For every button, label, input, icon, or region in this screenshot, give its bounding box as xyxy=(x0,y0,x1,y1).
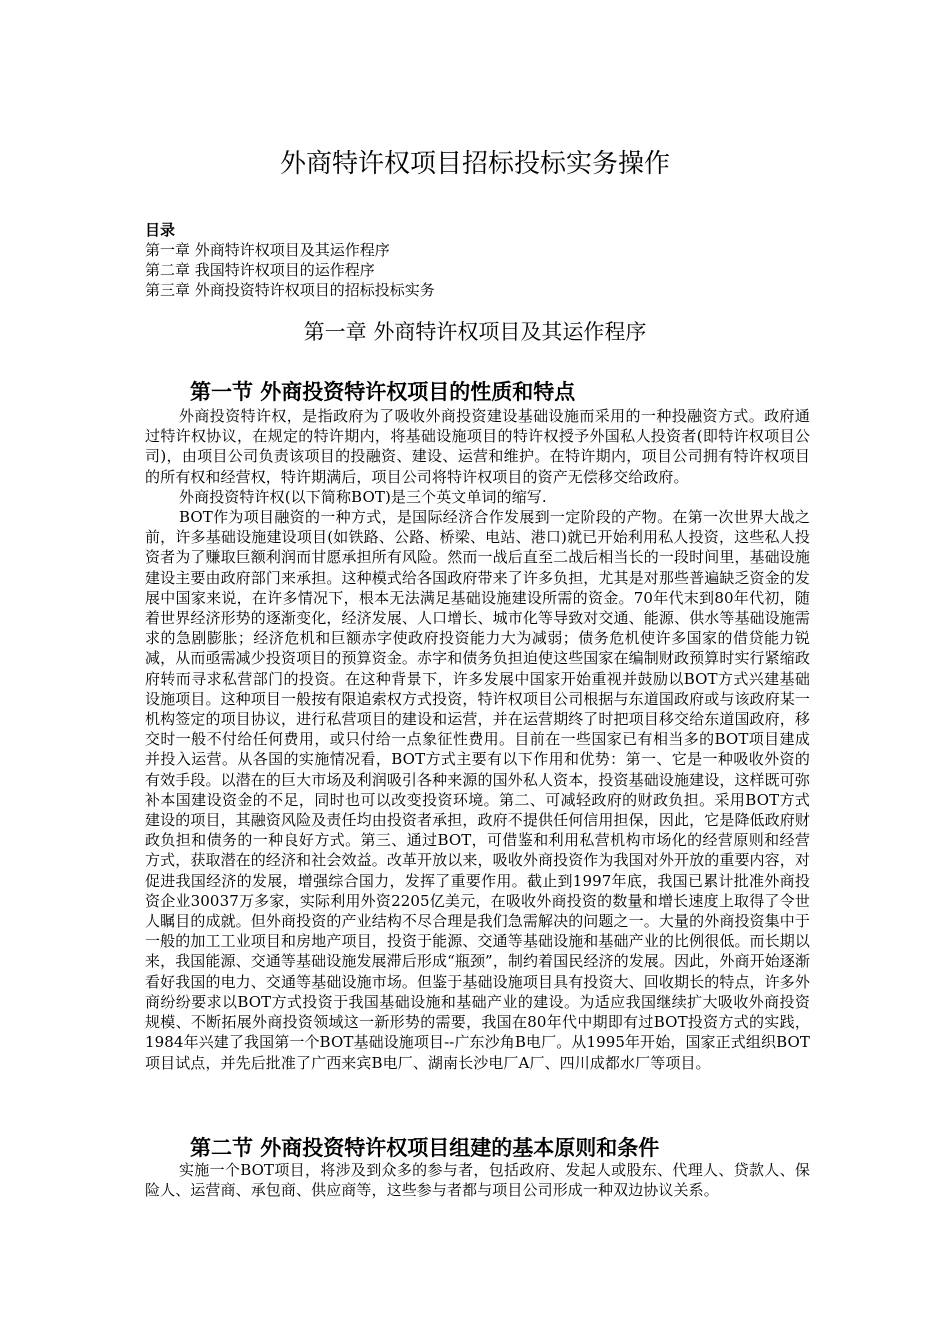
paragraph: 外商投资特许权(以下简称BOT)是三个英文单词的缩写. xyxy=(179,487,547,506)
paragraph: 实施一个BOT项目，将涉及到众多的参与者，包括政府、发起人或股东、代理人、贷款人、保险人、运营商、承包商、供应商等，这些参与者都与项目公司形成一种双边协议关系。 xyxy=(145,1161,810,1200)
paragraph: 外商投资特许权，是指政府为了吸收外商投资建设基础设施而采用的一种投融资方式。政府通过特许权协议，在规定的特许期内，将基础设施项目的特许权授予外国私人投资者(即特许权项目公司)，由项目公司负责该项目的投融资、建设、运营和维护。在特许期内，项目公司拥有特许权项目的所有权和经营权，特许期满后，项目公司将特许权项目的资产无偿移交给政府。 xyxy=(145,407,810,486)
toc-item-chapter-1: 第一章 外商特许权项目及其运作程序 xyxy=(145,241,390,259)
section-1-body xyxy=(145,406,810,1073)
toc-heading: 目录 xyxy=(145,221,176,239)
toc-item-chapter-2: 第二章 我国特许权项目的运作程序 xyxy=(145,261,375,279)
chapter-1-title: 第一章 外商特许权项目及其运作程序 xyxy=(303,320,647,344)
document-title: 外商特许权项目招标投标实务操作 xyxy=(279,149,670,179)
section-2-title: 第二节 外商投资特许权项目组建的基本原则和条件 xyxy=(190,1135,660,1160)
section-1-title: 第一节 外商投资特许权项目的性质和特点 xyxy=(190,379,576,404)
paragraph: BOT作为项目融资的一种方式，是国际经济合作发展到一定阶段的产物。在第一次世界大战之前，许多基础设施建设项目(如铁路、公路、桥梁、电站、港口)就已开始利用私人投资，这些私人投资者为了赚取巨额利润而甘愿承担所有风险。然而一战后直至二战后相当长的一段时间里，基础设施建设主要由政府部门来承担。这种模式给各国政府带来了许多负担，尤其是对那些普遍缺乏资金的发展中国家来说，在许多情况下，根本无法满足基础设施建设所需的资金。70年代末到80年代初，随着世界经济形势的逐渐变化，经济发展、人口增长、城市化等导致对交通、能源、供水等基础设施需求的急剧膨胀；经济危机和巨额赤字使政府投资能力大为减弱；债务危机使许多国家的借贷能力锐减，从而亟需减少投资项目的预算资金。赤字和债务负担迫使这些国家在编制财政预算时实行紧缩政府转而寻求私营部门的投资。在这种背景下，许多发展中国家开始重视并鼓励以BOT方式兴建基础设施项目。这种项目一般按有限追索权方式投资，特许权项目公司根据与东道国政府或与该政府某一机构签定的项目协议，进行私营项目的建设和运营，并在运营期终了时把项目移交给东道国政府，移交时一般不付给任何费用，或只付给一点象征性费用。目前在一些国家已有相当多的BOT项目建成并投入运营。从各国的实施情况看，BOT方式主要有以下作用和优势：第一、它是一种吸收外资的有效手段。以潜在的巨大市场及利润吸引各种来源的国外私人资本，投资基础设施建设，这样既可弥补本国建设资金的不足，同时也可以改变投资环境。第二、可减轻政府的财政负担。采用BOT方式建设的项目，其融资风险及责任均由投资者承担，政府不提供任何信用担保，因此，它是降低政府财政负担和债务的一种良好方式。第三、通过BOT，可借鉴和利用私营机构市场化的经营原则和经营方式，获取潜在的经济和社会效益。改革开放以来，吸收外商投资作为我国对外开放的重要内容，对促进我国经济的发展，增强综合国力，发挥了重要作用。截止到1997年底，我国已累计批准外商投资企业30037万多家，实际利用外资2205亿美元，在吸收外商投资的数量和增长速度上取得了令世人瞩目的成就。但外商投资的产业结构不尽合理是我们急需解决的问题之一。大量的外商投资集中于一般的加工工业项目和房地产项目，投资于能源、交通等基础设施和基础产业的比例很低。而长期以来，我国能源、交通等基础设施发展滞后形成“瓶颈”，制约着国民经济的发展。因此，外商开始逐渐看好我国的电力、交通等基础设施市场。但鉴于基础设施项目具有投资大、回收期长的特点，许多外商纷纷要求以BOT方式投资于我国基础设施和基础产业的建设。为适应我国继续扩大吸收外商投资规模、不断拓展外商投资领域这一新形势的需要，我国在80年代中期即有过BOT投资方式的实践，1984年兴建了我国第一个BOT基础设施项目--广东沙角B电厂。从1995年开始，国家正式组织BOT项目试点，并先后批准了广西来宾B电厂、湖南长沙电厂A厂、四川成都水厂等项目。 xyxy=(145,508,810,1072)
toc-item-chapter-3: 第三章 外商投资特许权项目的招标投标实务 xyxy=(145,281,435,299)
section-2-body xyxy=(145,1160,810,1200)
table-of-contents xyxy=(145,220,805,300)
